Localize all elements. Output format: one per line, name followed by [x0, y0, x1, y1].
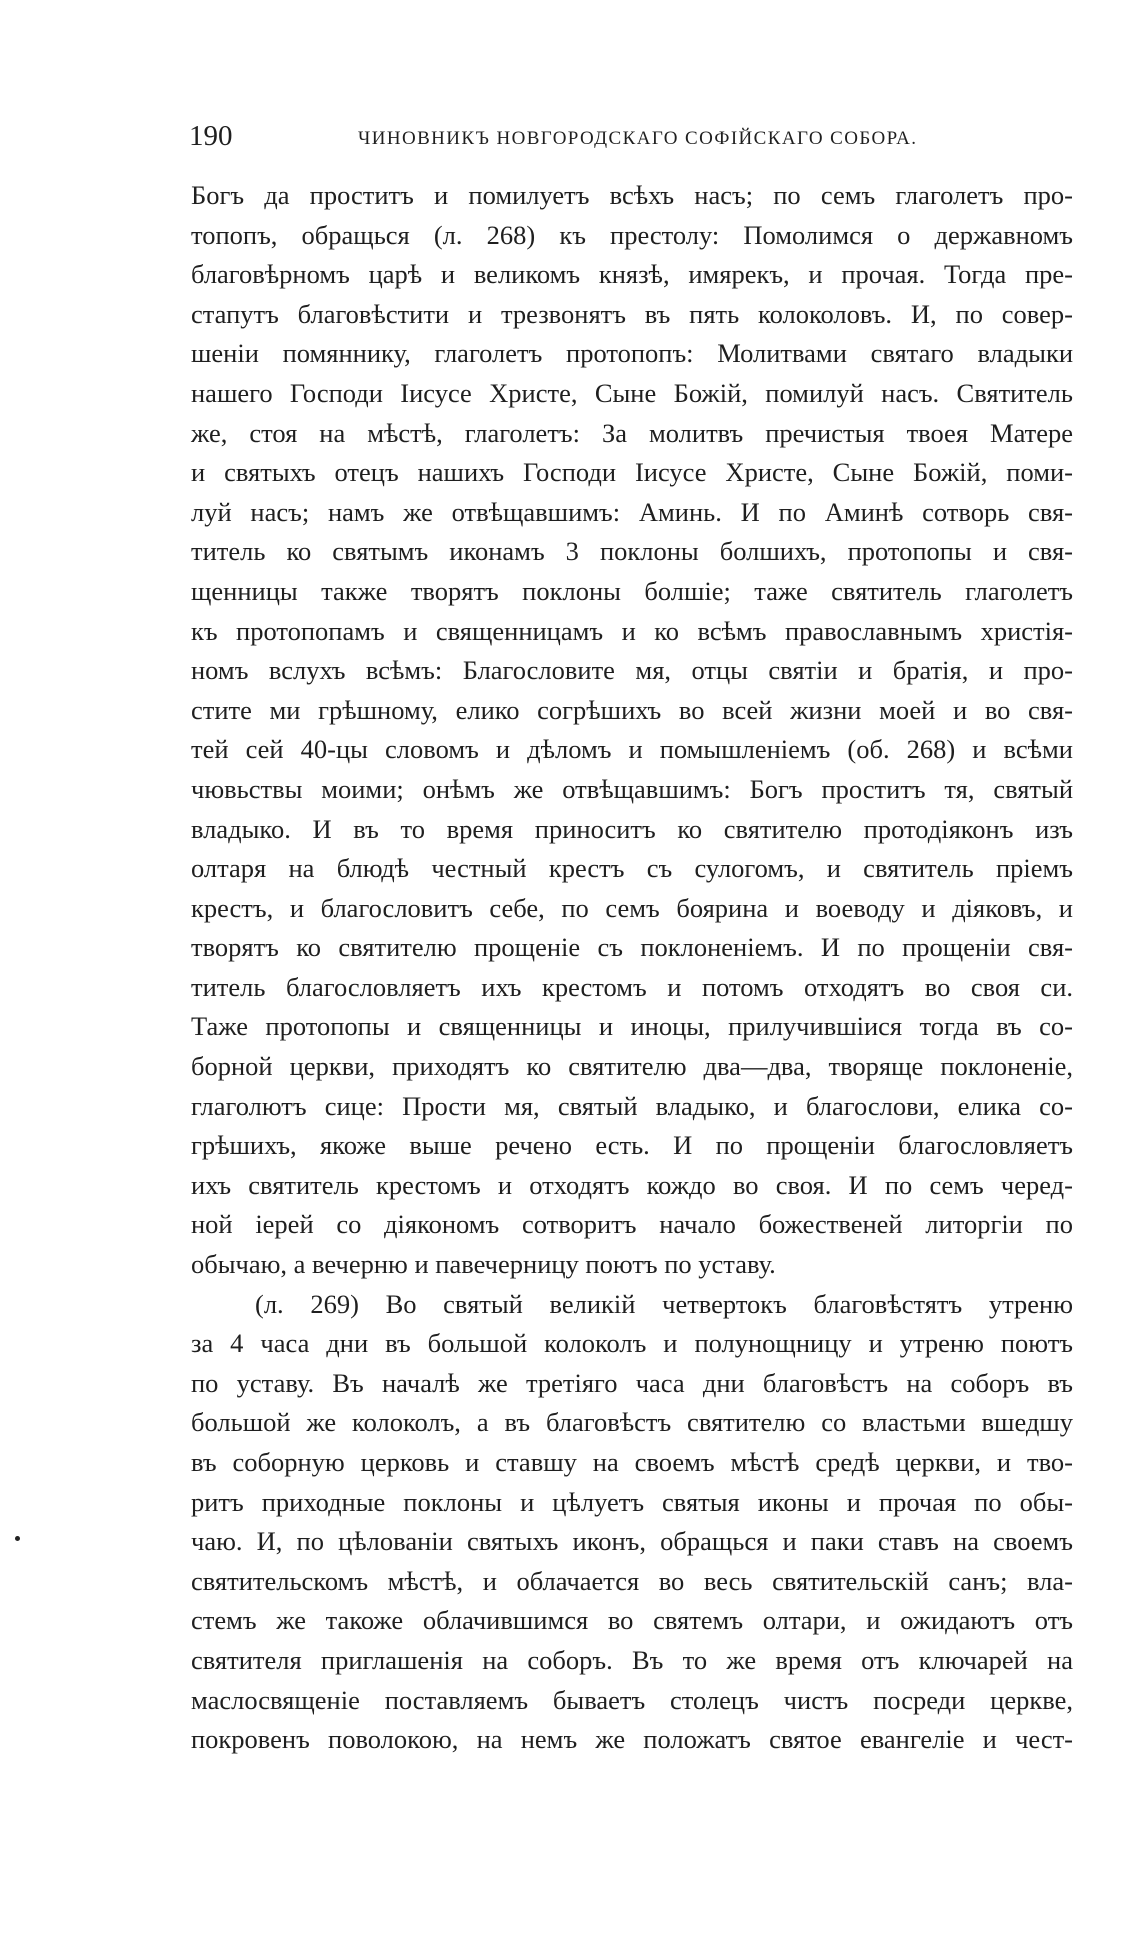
text-line: за 4 часа дни въ большой колоколъ и полунощницу и утреню поютъ	[191, 1328, 1073, 1359]
text-line: глаголютъ сице: Прости мя, святый владыко, и благослови, елика со-	[191, 1090, 1073, 1121]
text-line: маслосвященіе поставляемъ бываетъ столецъ чистъ посреди церкве,	[191, 1684, 1073, 1715]
text-line: большой же колоколъ, а въ благовѣстъ святителю со властьми вшедшу	[191, 1407, 1073, 1438]
text-line: (л. 269) Во святый великій четвертокъ благовѣстятъ утреню	[255, 1288, 1073, 1319]
text-line: грѣшихъ, якоже выше речено есть. И по прощеніи благословляетъ	[191, 1130, 1073, 1161]
text-line: Богъ да проститъ и помилуетъ всѣхъ насъ; по семъ глаголетъ про-	[191, 180, 1073, 210]
running-head	[189, 118, 1079, 162]
text-line: по уставу. Въ началѣ же третіяго часа дни благовѣстъ на соборъ въ	[191, 1367, 1073, 1398]
text-line: и святыхъ отецъ нашихъ Господи Іисусе Христе, Сыне Божій, поми-	[191, 457, 1073, 488]
text-line: обычаю, а вечерню и павечерницу поютъ по уставу.	[191, 1249, 776, 1280]
text-line: щенницы также творятъ поклоны болшіе; таже святитель глаголетъ	[191, 575, 1073, 606]
body-text	[191, 176, 1073, 1760]
text-line: крестъ, и благословитъ себе, по семъ боярина и воеводу и діяковъ, и	[191, 892, 1073, 923]
text-line: къ протопопамъ и священницамъ и ко всѣмъ православнымъ христія-	[191, 615, 1073, 646]
text-line: святительскомъ мѣстѣ, и облачается во весь святительскій санъ; вла-	[191, 1565, 1073, 1596]
text-line: въ соборную церковь и ставшу на своемъ мѣстѣ средѣ церкви, и тво-	[191, 1447, 1073, 1477]
text-line: Таже протопопы и священницы и иноцы, прилучившіися тогда въ со-	[191, 1011, 1073, 1042]
margin-dot	[15, 1536, 20, 1541]
text-line: титель благословляетъ ихъ крестомъ и потомъ отходятъ во своя си.	[191, 971, 1073, 1002]
text-line: стапутъ благовѣстити и трезвонятъ въ пять колоколовъ. И, по совер-	[191, 298, 1073, 329]
text-line: покровенъ поволокою, на немъ же положатъ святое евангеліе и чест-	[191, 1724, 1073, 1755]
running-title: ЧИНОВНИКЪ НОВГОРОДСКАГО СОФІЙСКАГО СОБОРА.	[358, 128, 918, 149]
text-line: ритъ приходные поклоны и цѣлуетъ святыя иконы и прочая по обы-	[191, 1486, 1073, 1517]
text-line: топопъ, обращься (л. 268) къ престолу: Помолимся о державномъ	[191, 219, 1073, 250]
text-line: луй насъ; намъ же отвѣщавшимъ: Аминь. И по Аминѣ сотворь свя-	[191, 496, 1073, 527]
text-line: борной церкви, приходятъ ко святителю два—два, творяще поклоненіе,	[191, 1051, 1073, 1082]
text-line: нашего Господи Іисусе Христе, Сыне Божій, помилуй насъ. Святитель	[191, 377, 1073, 408]
text-line: чаю. И, по цѣлованіи святыхъ иконъ, обращься и паки ставъ на своемъ	[191, 1526, 1073, 1557]
text-line: тей сей 40-цы словомъ и дѣломъ и помышленіемъ (об. 268) и всѣми	[191, 734, 1073, 765]
text-line: святителя приглашенія на соборъ. Въ то же время отъ ключарей на	[191, 1644, 1073, 1675]
text-line: стите ми грѣшному, елико согрѣшихъ во всей жизни моей и во свя-	[191, 694, 1073, 725]
text-line: творятъ ко святителю прощеніе съ поклоненіемъ. И по прощеніи свя-	[191, 932, 1073, 963]
text-line: стемъ же такоже облачившимся во святемъ олтари, и ожидаютъ отъ	[191, 1605, 1073, 1636]
text-line: номъ вслухъ всѣмъ: Благословите мя, отцы святіи и братія, и про-	[191, 655, 1073, 686]
text-line: ной іерей со діякономъ сотворитъ начало божественей литоргіи по	[191, 1209, 1073, 1240]
text-line: благовѣрномъ царѣ и великомъ князѣ, имярекъ, и прочая. Тогда пре-	[191, 259, 1073, 290]
text-line: чювьствы моими; онѣмъ же отвѣщавшимъ: Богъ проститъ тя, святый	[191, 773, 1073, 804]
text-line: олтаря на блюдѣ честный крестъ съ сулогомъ, и святитель пріемъ	[191, 853, 1073, 884]
text-line: же, стоя на мѣстѣ, глаголетъ: За молитвъ пречистыя твоея Матере	[191, 417, 1073, 448]
page-number: 190	[189, 120, 233, 152]
text-line: владыко. И въ то время приноситъ ко святителю протодіяконъ изъ	[191, 813, 1073, 844]
text-line: шеніи помяннику, глаголетъ протопопъ: Молитвами святаго владыки	[191, 338, 1073, 369]
text-line: ихъ святитель крестомъ и отходятъ кождо во своя. И по семъ черед-	[191, 1169, 1073, 1200]
text-line: титель ко святымъ иконамъ 3 поклоны болшихъ, протопопы и свя-	[191, 536, 1073, 567]
